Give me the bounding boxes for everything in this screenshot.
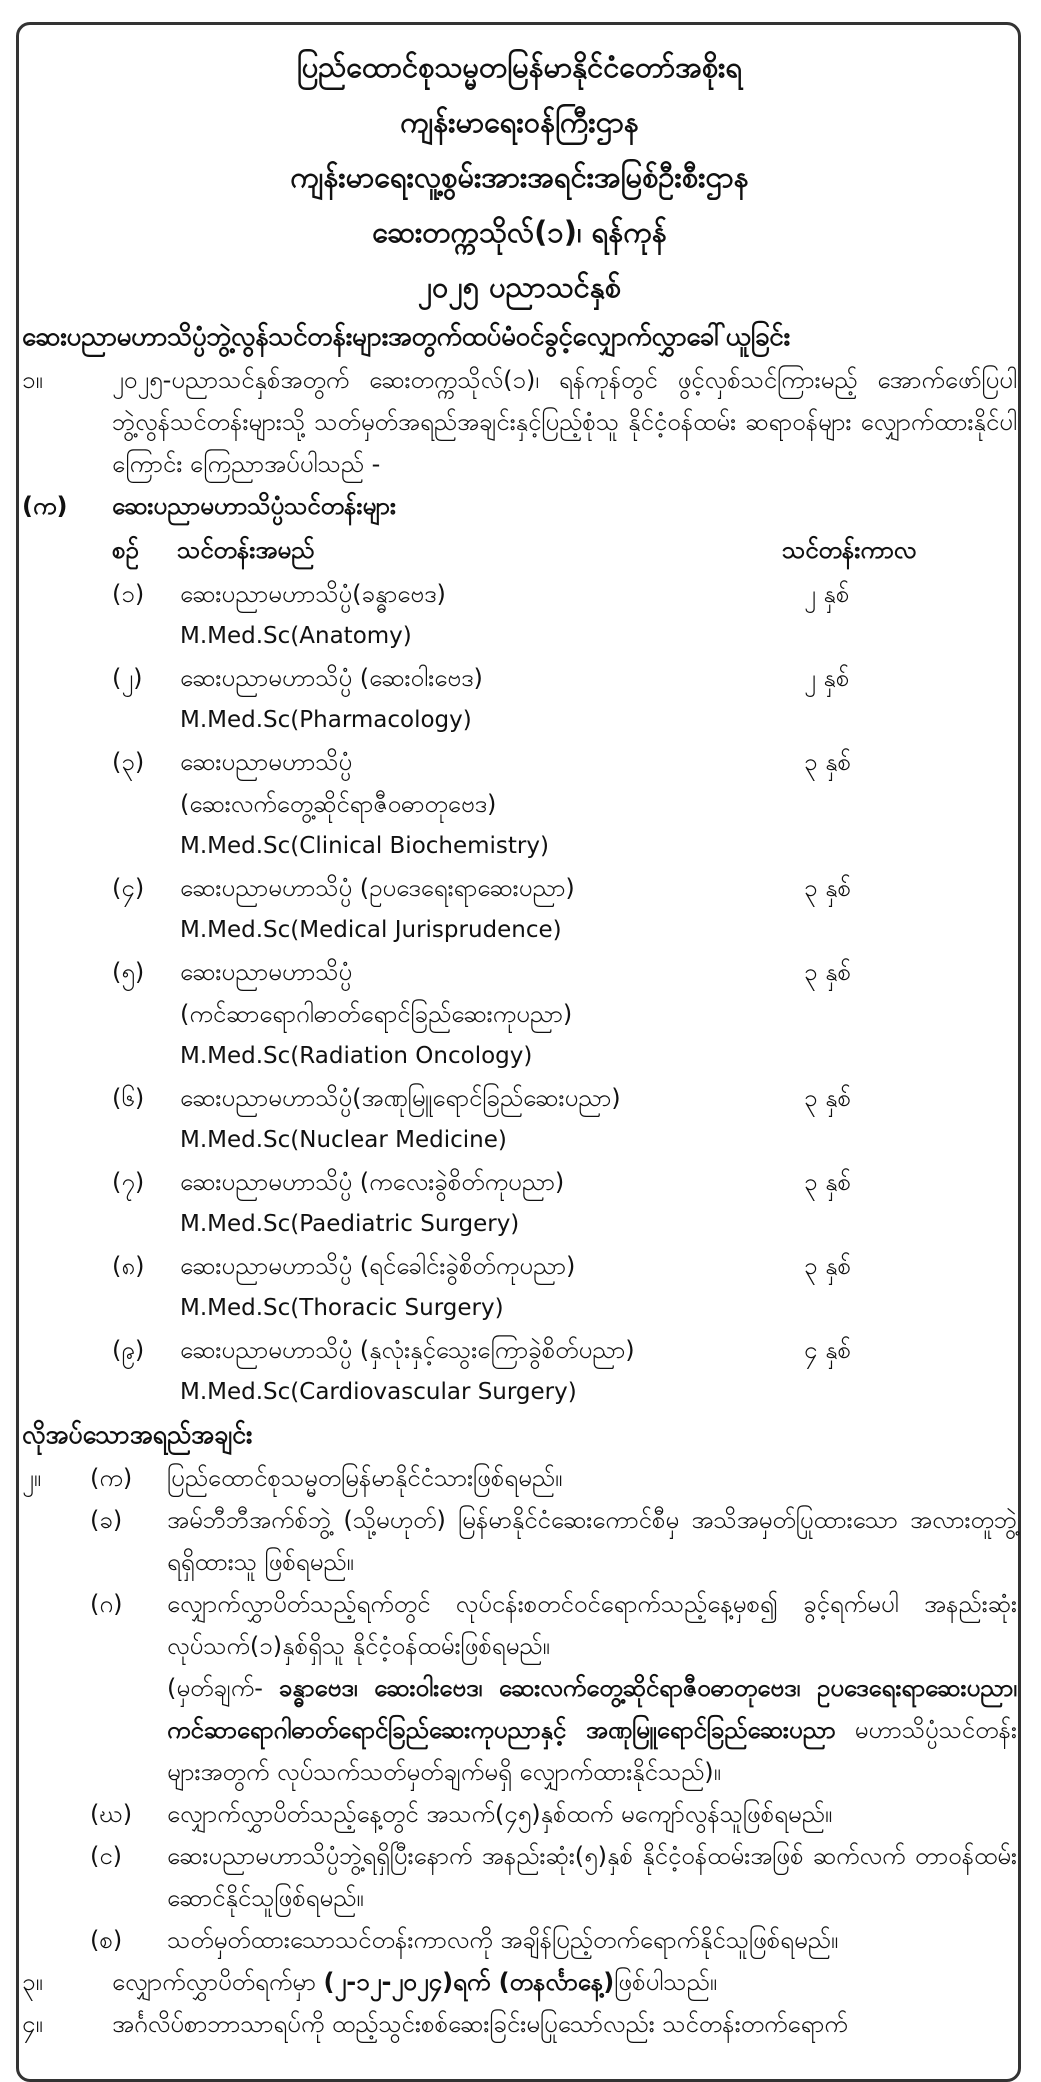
course-number: (၈)	[112, 1252, 145, 1280]
department-title: ကျန်းမာရေးလူ့စွမ်းအားအရင်းအမြစ်ဦးစီးဌာန	[290, 160, 749, 194]
deadline-number: ၃။	[22, 1968, 43, 1996]
course-duration: ၃ နှစ်	[804, 958, 852, 986]
course-name	[180, 573, 770, 657]
course-name-en: M.Med.Sc(Medical Jurisprudence)	[180, 917, 562, 943]
course-row	[22, 657, 1017, 741]
course-row	[22, 1161, 1017, 1245]
course-name	[180, 1077, 770, 1161]
course-name-mm: ဆေးပညာမဟာသိပ္ပံ (ကလေးခွဲစိတ်ကုပညာ)	[180, 1168, 565, 1196]
university-title: ဆေးတက္ကသိုလ်(၁)၊ ရန်ကုန်	[372, 215, 667, 249]
requirements-number: ၂။	[22, 1464, 42, 1492]
intro-paragraph	[22, 359, 1017, 485]
course-name	[180, 657, 770, 741]
course-name-mm: ဆေးပညာမဟာသိပ္ပံ (ဆေးဝါးဗေဒ)	[180, 664, 483, 692]
deadline-date: (၂-၁၂-၂၀၂၄)ရက် (တနင်္လာနေ့)	[323, 1968, 615, 1996]
note-bold: ခန္ဓာဗေဒ၊ ဆေးဝါးဗေဒ၊ ဆေးလက်တွေ့ဆိုင်ရာဇီဝဓာတုဗေဒ၊ ဥပဒေရေးရာဆေးပညာ၊ ကင်ဆာရောဂါဓာတ်ရောင်ခြည်ဆေးကုပညာနှင့် အဏုမြူရောင်ခြည်ဆေးပညာ	[167, 1674, 1018, 1744]
requirement-label: (ဃ)	[90, 1800, 133, 1828]
course-name-mm: (ဆေးလက်တွေ့ဆိုင်ရာဇီဝဓာတုဗေဒ)	[180, 790, 497, 818]
section-a	[22, 485, 1017, 527]
course-number: (၇)	[112, 1168, 145, 1196]
requirement-item	[22, 1793, 1017, 1835]
point-4-text: အင်္ဂလိပ်စာဘာသာရပ်ကို ထည့်သွင်းစစ်ဆေးခြင်းမပြုသော်လည်း သင်တန်းတက်ရောက်	[112, 2010, 848, 2038]
requirements-block	[22, 1457, 1017, 1961]
course-row	[22, 951, 1017, 1077]
requirements-title: လိုအပ်သောအရည်အချင်း	[22, 1420, 253, 1449]
requirement-text: သတ်မှတ်ထားသောသင်တန်းကာလကို အချိန်ပြည့်တက်ရောက်နိုင်သူဖြစ်ရမည်။	[167, 1926, 839, 1954]
gov-title: ပြည်ထောင်စုသမ္မတမြန်မာနိုင်ငံတော်အစိုးရ	[296, 50, 743, 84]
course-list	[22, 573, 1017, 1413]
requirement-label: (ခ)	[90, 1506, 123, 1534]
note-suffix: မဟာသိပ္ပံသင်တန်းများအတွက် လုပ်သက်သတ်မှတ်ချက်မရှိ လျှောက်ထားနိုင်သည်)။	[167, 1716, 1017, 1786]
course-name-mm: ဆေးပညာမဟာသိပ္ပံ	[180, 958, 353, 986]
section-a-title: ဆေးပညာမဟာသိပ္ပံသင်တန်းများ	[112, 492, 396, 520]
deadline-prefix: လျှောက်လွှာပိတ်ရက်မှာ	[112, 1968, 324, 1996]
point-4-paragraph	[22, 2003, 1017, 2045]
announcement	[22, 40, 1017, 2045]
intro-number: ၁။	[22, 366, 43, 394]
course-duration: ၂ နှစ်	[804, 580, 850, 608]
course-duration: ၃ နှစ်	[804, 1252, 852, 1280]
course-duration: ၃ နှစ်	[804, 748, 852, 776]
requirement-list	[22, 1457, 1017, 1961]
course-number: (၃)	[112, 748, 145, 776]
course-number: (၉)	[112, 1336, 145, 1364]
requirement-text: ပြည်ထောင်စုသမ္မတမြန်မာနိုင်ငံသားဖြစ်ရမည်။	[167, 1464, 563, 1492]
course-duration: ၃ နှစ်	[804, 874, 852, 902]
announcement-heading: ဆေးပညာမဟာသိပ္ပံဘွဲ့လွန်သင်တန်းများအတွက်ထပ်မံဝင်ခွင့်လျှောက်လွှာခေါ်ယူခြင်း	[22, 322, 790, 352]
academic-year: ၂၀၂၅ ပညာသင်နှစ်	[417, 270, 622, 304]
requirement-item	[22, 1835, 1017, 1919]
requirement-text: ဆေးပညာမဟာသိပ္ပံဘွဲ့ရရှိပြီးနောက် အနည်းဆုံး(၅)နှစ် နိုင်ငံ့ဝန်ထမ်းအဖြစ် ဆက်လက် တာဝန်ထမ်းဆောင်နိုင်သူဖြစ်ရမည်။	[167, 1842, 1017, 1912]
course-row	[22, 1329, 1017, 1413]
course-name-en: M.Med.Sc(Cardiovascular Surgery)	[180, 1379, 577, 1405]
intro-text: ၂၀၂၅-ပညာသင်နှစ်အတွက် ဆေးတက္ကသိုလ်(၁)၊ ရန်ကုန်တွင် ဖွင့်လှစ်သင်ကြားမည့် အောက်ဖော်ပြပါ ဘွဲ့လွန်သင်တန်းများသို့ သတ်မှတ်အရည်အချင်းနှင့်ပြည့်စုံသူ နိုင်ငံ့ဝန်ထမ်း ဆရာဝန်များ လျှောက်ထားနိုင်ပါကြောင်း ကြေညာအပ်ပါသည် -	[112, 366, 1017, 478]
course-name-en: M.Med.Sc(Paediatric Surgery)	[180, 1211, 520, 1237]
col-header-number: စဉ်	[112, 536, 139, 564]
deadline-paragraph	[22, 1961, 1017, 2003]
course-name-mm: (ကင်ဆာရောဂါဓာတ်ရောင်ခြည်ဆေးကုပညာ)	[180, 1000, 573, 1028]
course-row	[22, 867, 1017, 951]
course-name-mm: ဆေးပညာမဟာသိပ္ပံ (ဥပဒေရေးရာဆေးပညာ)	[180, 874, 575, 902]
course-name-mm: ဆေးပညာမဟာသိပ္ပံ	[180, 748, 353, 776]
requirement-item	[22, 1919, 1017, 1961]
course-name-en: M.Med.Sc(Clinical Biochemistry)	[180, 833, 549, 859]
requirement-item	[22, 1499, 1017, 1583]
course-name	[180, 1161, 770, 1245]
course-name	[180, 951, 770, 1077]
course-name-en: M.Med.Sc(Radiation Oncology)	[180, 1043, 533, 1069]
ministry-title: ကျန်းမာရေးဝန်ကြီးဌာန	[400, 105, 639, 139]
course-row	[22, 1077, 1017, 1161]
requirement-text: လျှောက်လွှာပိတ်သည့်နေ့တွင် အသက်(၄၅)နှစ်ထက် မကျော်လွန်သူဖြစ်ရမည်။	[167, 1800, 833, 1828]
course-number: (၂)	[112, 664, 143, 692]
col-header-name: သင်တန်းအမည်	[177, 536, 315, 564]
course-name	[180, 1329, 770, 1413]
requirement-label: (ဂ)	[90, 1590, 123, 1618]
requirement-item	[22, 1457, 1017, 1499]
table-header	[22, 527, 1017, 573]
requirement-item	[22, 1583, 1017, 1667]
course-row	[22, 741, 1017, 867]
note-prefix: (မှတ်ချက်-	[167, 1674, 279, 1702]
course-name	[180, 741, 770, 867]
course-name	[180, 867, 770, 951]
course-number: (၆)	[112, 1084, 145, 1112]
requirement-label: (င)	[90, 1842, 123, 1870]
course-number: (၁)	[112, 580, 145, 608]
requirement-text: လျှောက်လွှာပိတ်သည့်ရက်တွင် လုပ်ငန်းစတင်ဝင်ရောက်သည့်နေ့မှစ၍ ခွင့်ရက်မပါ အနည်းဆုံး လုပ်သက်(၁)နှစ်ရှိသူ နိုင်ငံ့ဝန်ထမ်းဖြစ်ရမည်။	[167, 1590, 1017, 1660]
course-name-en: M.Med.Sc(Pharmacology)	[180, 707, 472, 733]
course-name	[180, 1245, 770, 1329]
course-name-mm: ဆေးပညာမဟာသိပ္ပံ(အဏုမြူရောင်ခြည်ဆေးပညာ)	[180, 1084, 621, 1112]
course-name-mm: ဆေးပညာမဟာသိပ္ပံ (နှလုံးနှင့်သွေးကြောခွဲစိတ်ပညာ)	[180, 1336, 635, 1364]
course-name-en: M.Med.Sc(Thoracic Surgery)	[180, 1295, 504, 1321]
course-number: (၄)	[112, 874, 145, 902]
requirement-note	[167, 1667, 1017, 1793]
course-duration: ၂ နှစ်	[804, 664, 850, 692]
requirement-label: (စ)	[90, 1926, 123, 1954]
requirement-text: အမ်ဘီဘီအက်စ်ဘွဲ့ (သို့မဟုတ်) မြန်မာနိုင်ငံဆေးကောင်စီမှ အသိအမှတ်ပြုထားသော အလားတူဘွဲ့ ရရှိထားသူ ဖြစ်ရမည်။	[167, 1506, 1017, 1576]
course-duration: ၄ နှစ်	[804, 1336, 852, 1364]
course-row	[22, 1245, 1017, 1329]
course-number: (၅)	[112, 958, 145, 986]
course-name-mm: ဆေးပညာမဟာသိပ္ပံ(ခန္ဓာဗေဒ)	[180, 580, 446, 608]
course-duration: ၃ နှစ်	[804, 1084, 852, 1112]
course-name-en: M.Med.Sc(Anatomy)	[180, 623, 412, 649]
course-table	[22, 527, 1017, 1413]
col-header-duration: သင်တန်းကာလ	[782, 536, 917, 564]
requirement-label: (က)	[90, 1464, 133, 1492]
course-duration: ၃ နှစ်	[804, 1168, 852, 1196]
section-a-label: (က)	[22, 492, 68, 520]
course-name-mm: ဆေးပညာမဟာသိပ္ပံ (ရင်ခေါင်းခွဲစိတ်ကုပညာ)	[180, 1252, 576, 1280]
course-row	[22, 573, 1017, 657]
point-4-number: ၄။	[22, 2010, 43, 2038]
deadline-suffix: ဖြစ်ပါသည်။	[614, 1968, 717, 1996]
course-name-en: M.Med.Sc(Nuclear Medicine)	[180, 1127, 507, 1153]
